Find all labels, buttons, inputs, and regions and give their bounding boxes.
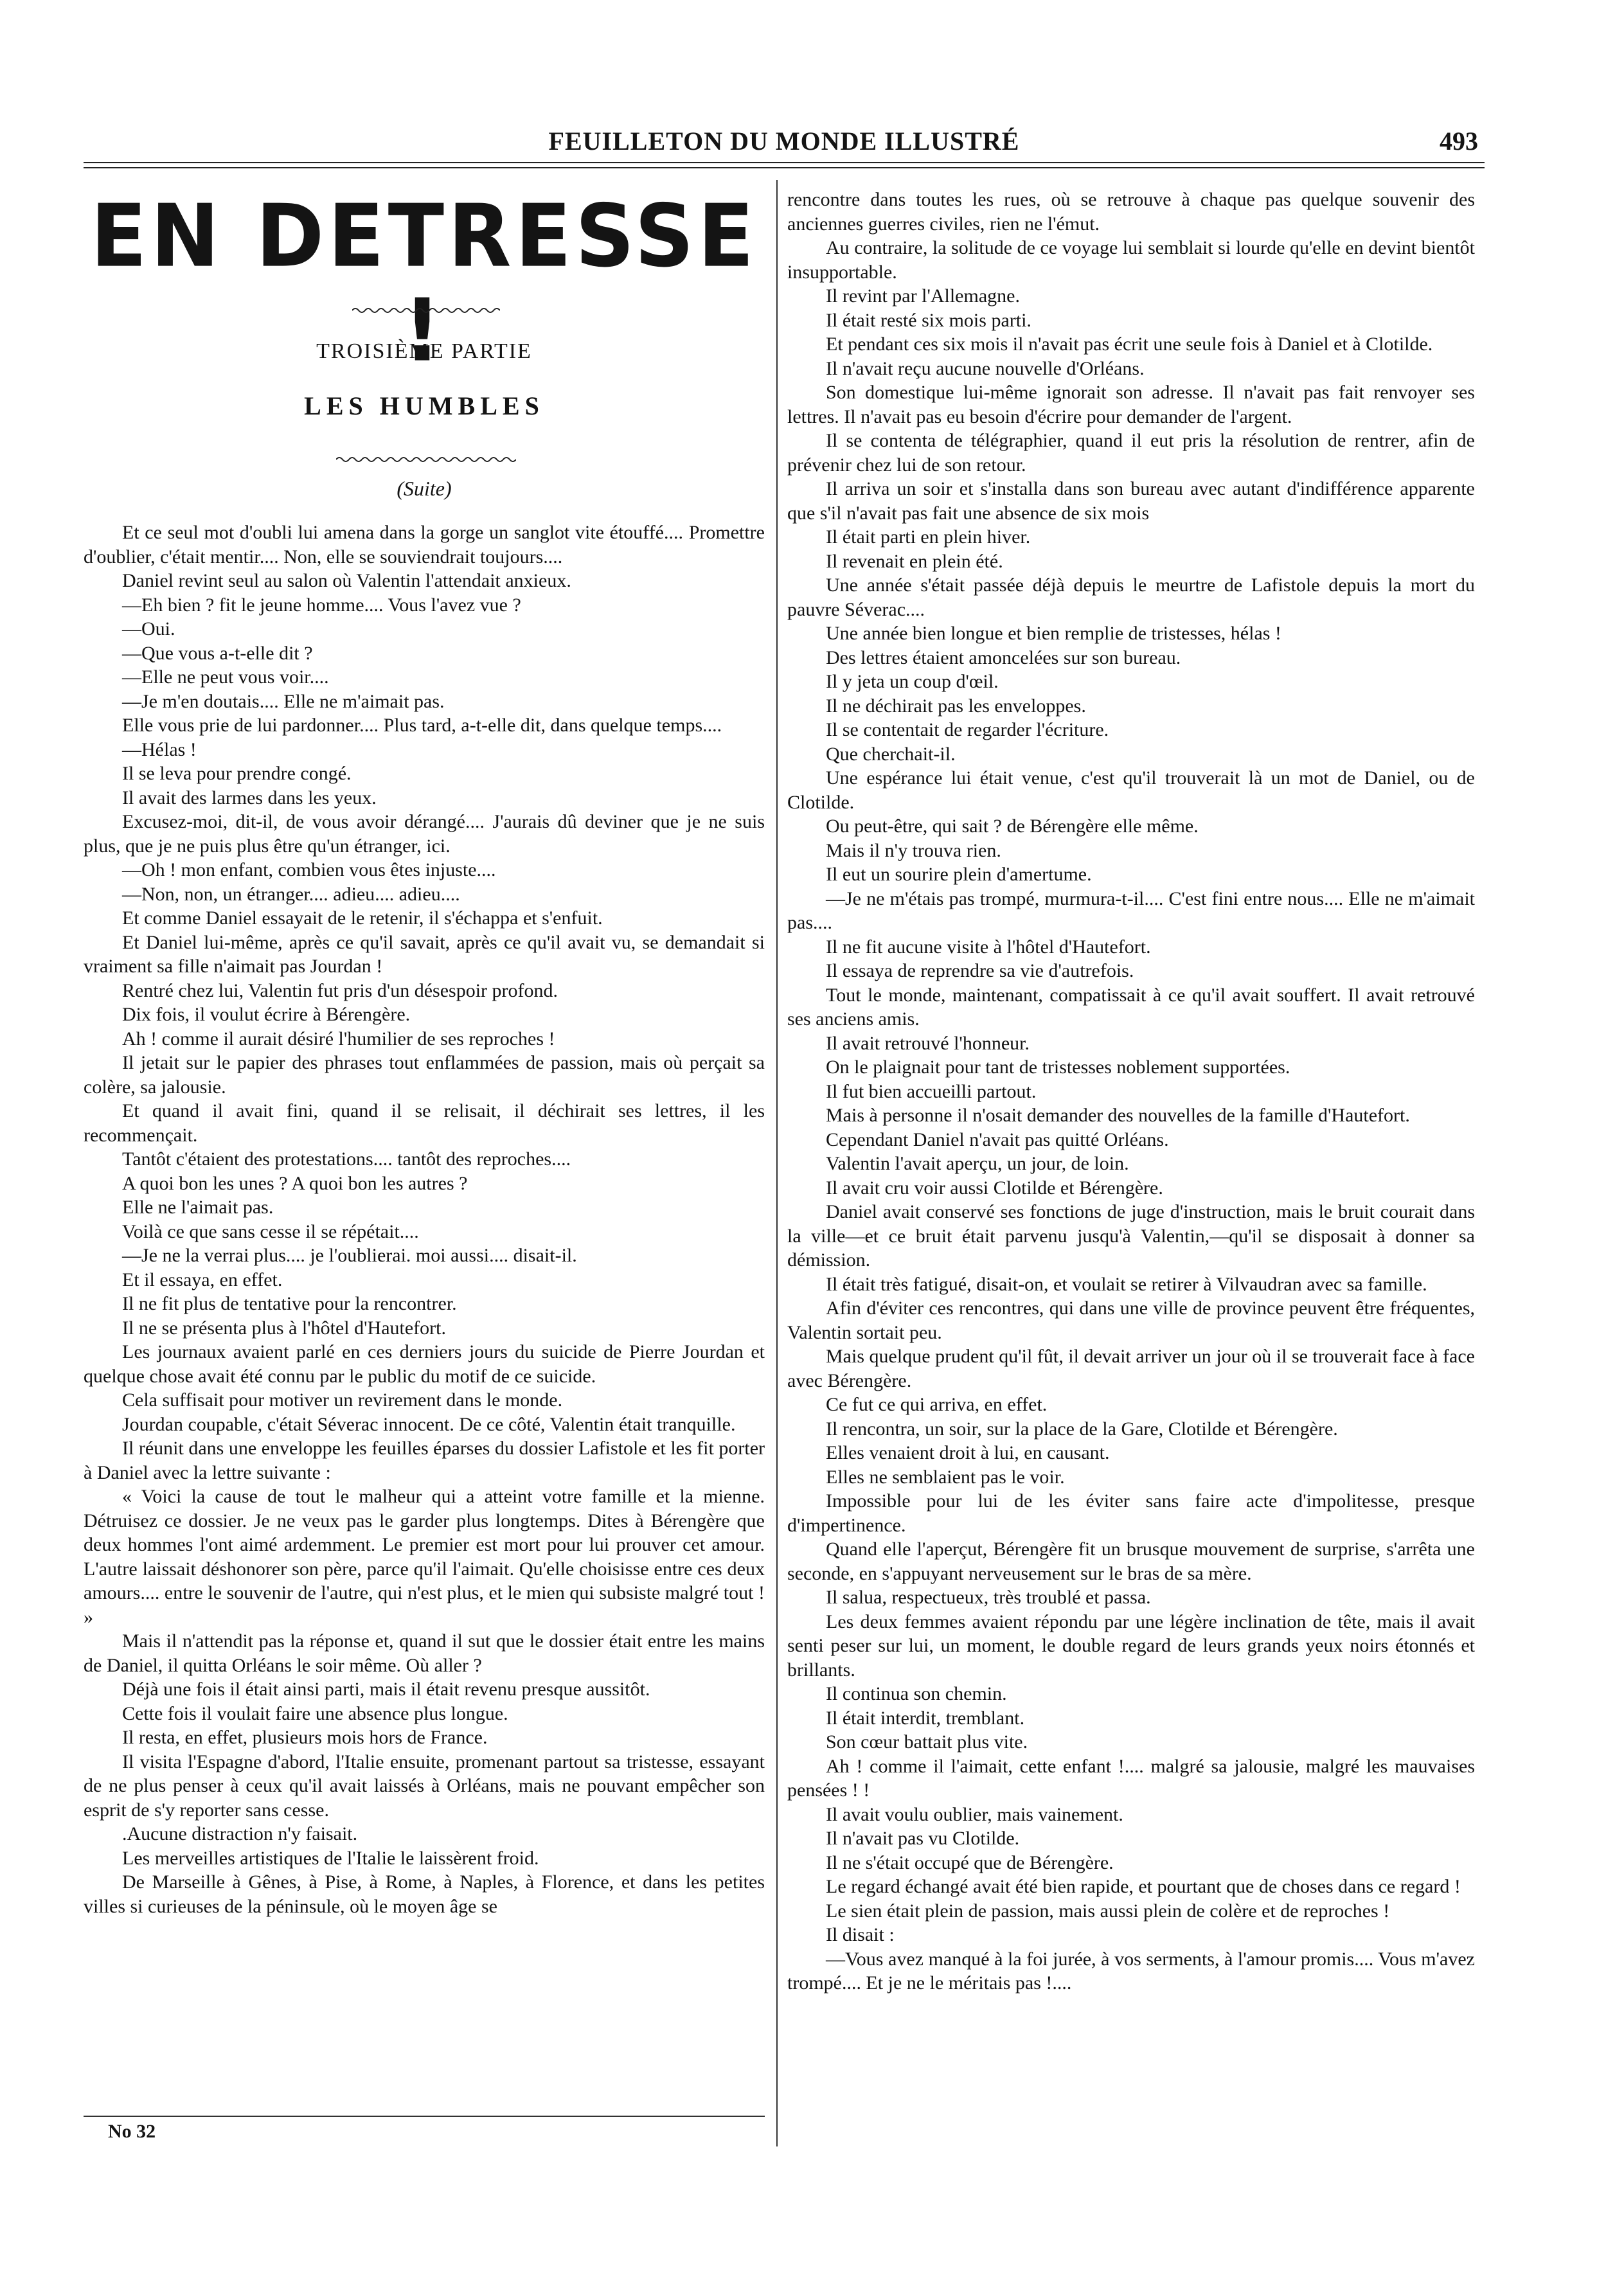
paragraph: Jourdan coupable, c'était Séverac innocent. De ce côté, Valentin était tranquille. [122,1413,736,1435]
paragraph: Il disait : [826,1924,895,1945]
paragraph: Il continua son chemin. [826,1683,1007,1704]
paragraph: Son cœur battait plus vite. [826,1731,1028,1753]
page-number: 493 [1440,127,1478,156]
paragraph: Il salua, respectueux, très troublé et passa. [826,1587,1151,1608]
paragraph: Cela suffisait pour motiver un revirement dans le monde. [122,1389,563,1411]
paragraph: Afin d'éviter ces rencontres, qui dans une ville de province peuvent être fréquentes, Valentin sortait peu. [787,1298,1475,1343]
paragraph: Il était parti en plein hiver. [826,526,1031,548]
paragraph: Il avait des larmes dans les yeux. [122,787,377,808]
paragraph: Il revenait en plein été. [826,550,1003,572]
paragraph: Il ne fit plus de tentative pour la rencontrer. [122,1293,457,1314]
paragraph: Mais il n'y trouva rien. [826,839,1001,861]
paragraph: Il resta, en effet, plusieurs mois hors de France. [122,1727,488,1748]
paragraph: —Que vous a-t-elle dit ? [122,642,313,664]
paragraph: Elles ne semblaient pas le voir. [826,1466,1065,1488]
paragraph: Et pendant ces six mois il n'avait pas écrit une seule fois à Daniel et à Clotilde. [826,334,1433,355]
paragraph: Excusez-moi, dit-il, de vous avoir dérangé.... J'aurais dû deviner que je ne suis plus, que je ne puis plus être qu'un étranger, ici. [84,811,765,857]
suite-label: (Suite) [397,477,452,500]
paragraph: On le plaignait pour tant de tristesses noblement supportées. [826,1057,1290,1078]
paragraph: Mais il n'attendit pas la réponse et, quand il sut que le dossier était entre les mains de Daniel, il quitta Orléans le soir même. Où aller ? [84,1630,765,1676]
paragraph: —Vous avez manqué à la foi jurée, à vos serments, à l'amour promis.... Vous m'avez trompé.... Et je ne le méritais pas !.... [787,1948,1475,1994]
story-title: EN DETRESSE ! [90,186,758,382]
paragraph: Les journaux avaient parlé en ces derniers jours du suicide de Pierre Jourdan et quelque chose avait été connu par le public du motif de ce suicide. [84,1341,765,1387]
page-header [84,126,1485,165]
paragraph: Il revint par l'Allemagne. [826,285,1020,307]
paragraph: Il visita l'Espagne d'abord, l'Italie ensuite, promenant partout sa tristesse, essayant de ne plus penser à ceux qu'il avait laissés à Orléans, mais ne pouvant empêcher son esprit de s'y reporter sans cesse. [84,1751,765,1821]
paragraph: Le sien était plein de passion, mais aussi plein de colère et de reproches ! [826,1900,1390,1922]
paragraph: Rentré chez lui, Valentin fut pris d'un désespoir profond. [122,979,558,1001]
paragraph: Il se contenta de télégraphier, quand il eut pris la résolution de rentrer, afin de prévenir chez lui de son retour. [787,430,1475,476]
paragraph: Les deux femmes avaient répondu par une légère inclination de tête, mais il avait senti peser sur lui, un moment, le double regard de leurs grands yeux noirs étonnés et brillants. [787,1610,1475,1681]
ornament-squiggle-top [352,306,500,315]
paragraph: Elles venaient droit à lui, en causant. [826,1442,1110,1463]
paragraph: Il ne s'était occupé que de Bérengère. [826,1851,1114,1873]
paragraph: Il ne se présenta plus à l'hôtel d'Hautefort. [122,1317,446,1339]
paragraph: Et ce seul mot d'oubli lui amena dans la gorge un sanglot vite étouffé.... Promettre d'oublier, c'était mentir.... Non, elle se souviendrait toujours.... [84,522,765,567]
paragraph: Tout le monde, maintenant, compatissait à ce qu'il avait souffert. Il avait retrouvé ses anciens amis. [787,984,1475,1030]
paragraph: Mais quelque prudent qu'il fût, il devait arriver un jour où il se trouverait face à face avec Bérengère. [787,1346,1475,1391]
header-title: FEUILLETON DU MONDE ILLUSTRÉ [548,127,1020,156]
paragraph: —Je ne m'étais pas trompé, murmura-t-il.... C'est fini entre nous.... Elle ne m'aimait pas.... [787,888,1475,933]
paragraph: Impossible pour lui de les éviter sans faire acte d'impolitesse, presque d'impertinence. [787,1490,1475,1536]
footer-rule [84,2116,765,2117]
paragraph: Cependant Daniel n'avait pas quitté Orléans. [826,1129,1169,1150]
paragraph: —Eh bien ? fit le jeune homme.... Vous l'avez vue ? [122,594,521,616]
paragraph: Quand elle l'aperçut, Bérengère fit un brusque mouvement de surprise, s'arrêta une seconde, en s'appuyant nerveusement sur le bras de sa mère. [787,1539,1475,1584]
paragraph: Il n'avait reçu aucune nouvelle d'Orléans. [826,357,1145,379]
paragraph: Voilà ce que sans cesse il se répétait.... [122,1220,419,1242]
header-rule [84,162,1485,168]
paragraph: Il jetait sur le papier des phrases tout enflammées de passion, mais où perçait sa colère, sa jalousie. [84,1052,765,1098]
paragraph: Son domestique lui-même ignorait son adresse. Il n'avait pas fait renvoyer ses lettres. Il n'avait pas eu besoin d'écrire pour demander de l'argent. [787,382,1475,427]
paragraph: Il était très fatigué, disait-on, et voulait se retirer à Vilvaudran avec sa famille. [826,1273,1427,1295]
paragraph: Il rencontra, un soir, sur la place de la Gare, Clotilde et Bérengère. [826,1418,1338,1440]
paragraph: Il était resté six mois parti. [826,309,1031,331]
paragraph: Il essaya de reprendre sa vie d'autrefois. [826,960,1134,981]
paragraph: Il ne déchirait pas les enveloppes. [826,695,1086,717]
paragraph: Il avait retrouvé l'honneur. [826,1032,1030,1054]
paragraph: Une année s'était passée déjà depuis le meurtre de Lafistole depuis la mort du pauvre Séverac.... [787,575,1475,620]
paragraph: —Oui. [122,618,175,639]
paragraph: Tantôt c'étaient des protestations.... tantôt des reproches.... [122,1148,571,1170]
paragraph: Daniel avait conservé ses fonctions de juge d'instruction, mais le bruit courait dans la ville—et ce bruit était parvenu jusqu'à Valentin,—qu'il se disposait à donner sa démission. [787,1201,1475,1271]
paragraph: Il avait voulu oublier, mais vainement. [826,1803,1123,1825]
issue-number: No 32 [108,2121,156,2142]
right-column [787,188,1475,1995]
paragraph: Valentin l'avait aperçu, un jour, de loin. [826,1153,1129,1174]
paragraph: Il n'avait pas vu Clotilde. [826,1828,1020,1849]
paragraph: —Hélas ! [122,738,197,760]
paragraph: Déjà une fois il était ainsi parti, mais il était revenu presque aussitôt. [122,1679,650,1700]
paragraph: Elle vous prie de lui pardonner.... Plus tard, a-t-elle dit, dans quelque temps.... [122,715,722,736]
paragraph: Et Daniel lui-même, après ce qu'il savait, après ce qu'il avait vu, se demandait si vraiment sa fille n'aimait pas Jourdan ! [84,931,765,977]
paragraph: Il se leva pour prendre congé. [122,763,352,784]
paragraph: Au contraire, la solitude de ce voyage lui semblait si lourde qu'elle en devint bientôt insupportable. [787,237,1475,283]
paragraph: Ah ! comme il aurait désiré l'humilier de ses reproches ! [122,1028,555,1049]
paragraph: Il réunit dans une enveloppe les feuilles éparses du dossier Lafistole et les fit porter à Daniel avec la lettre suivante : [84,1438,765,1483]
paragraph: Il se contentait de regarder l'écriture. [826,719,1109,740]
ornament-squiggle-bottom [336,455,516,464]
paragraph: Et comme Daniel essayait de le retenir, il s'échappa et s'enfuit. [122,907,603,929]
paragraph: Mais à personne il n'osait demander des nouvelles de la famille d'Hautefort. [826,1105,1410,1126]
paragraph: —Non, non, un étranger.... adieu.... adieu.... [122,883,460,905]
paragraph: Une année bien longue et bien remplie de tristesses, hélas ! [826,623,1281,644]
paragraph: Daniel revint seul au salon où Valentin l'attendait anxieux. [122,570,571,591]
paragraph: Il eut un sourire plein d'amertume. [826,864,1092,885]
paragraph: Et il essaya, en effet. [122,1269,283,1290]
paragraph: Cette fois il voulait faire une absence plus longue. [122,1702,508,1724]
column-divider [776,180,778,2146]
paragraph: Le regard échangé avait été bien rapide, et pourtant que de choses dans ce regard ! [826,1876,1461,1897]
paragraph: Ah ! comme il l'aimait, cette enfant !.... malgré sa jalousie, malgré les mauvaises pensées ! ! [787,1755,1475,1801]
left-column [84,521,765,1918]
right-column-continuation: rencontre dans toutes les rues, où se retrouve à chaque pas quelque souvenir des anciennes guerres civiles, rien ne l'émut. [787,189,1475,235]
paragraph: Ce fut ce qui arriva, en effet. [826,1394,1048,1415]
paragraph: —Elle ne peut vous voir.... [122,666,329,688]
paragraph: Une espérance lui était venue, c'est qu'il trouverait là un mot de Daniel, ou de Clotilde. [787,767,1475,813]
paragraph: Il ne fit aucune visite à l'hôtel d'Hautefort. [826,936,1151,958]
paragraph: Elle ne l'aimait pas. [122,1197,274,1218]
paragraph: .Aucune distraction n'y faisait. [122,1823,358,1844]
paragraph: « Voici la cause de tout le malheur qui a atteint votre famille et la mienne. Détruisez ce dossier. Je ne veux pas le garder plus longtemps. Dites à Bérengère que deux hommes l'ont aimé ardemment. Le premier est mort pour lui prouver cet amour. L'autre laissait déshonorer son père, parce qu'il l'aimait. Qu'elle choisisse entre ces deux amours.... entre le souvenir de l'autre, qui n'est plus, et le mien qui subsiste malgré tout ! » [84,1486,765,1628]
paragraph: Ou peut-être, qui sait ? de Bérengère elle même. [826,816,1199,837]
section-heading: LES HUMBLES [304,391,544,420]
paragraph: Et quand il avait fini, quand il se relisait, il déchirait ses lettres, il les recommençait. [84,1100,765,1146]
part-heading: TROISIÈME PARTIE [316,339,532,363]
paragraph: Il arriva un soir et s'installa dans son bureau avec autant d'indifférence apparente que s'il n'avait pas fait une absence de six mois [787,478,1475,524]
paragraph: Il fut bien accueilli partout. [826,1080,1037,1102]
paragraph: De Marseille à Gênes, à Pise, à Rome, à Naples, à Florence, et dans les petites villes si curieuses de la péninsule, où le moyen âge se [84,1871,765,1917]
paragraph: Que cherchait-il. [826,743,956,765]
paragraph: A quoi bon les unes ? A quoi bon les autres ? [122,1172,468,1194]
paragraph: Il était interdit, tremblant. [826,1707,1025,1729]
paragraph: —Je m'en doutais.... Elle ne m'aimait pas. [122,690,445,712]
paragraph: Les merveilles artistiques de l'Italie le laissèrent froid. [122,1847,539,1869]
paragraph: Des lettres étaient amoncelées sur son bureau. [826,647,1181,668]
paragraph: Il avait cru voir aussi Clotilde et Bérengère. [826,1177,1163,1199]
paragraph: Dix fois, il voulut écrire à Bérengère. [122,1004,411,1025]
paragraph: —Je ne la verrai plus.... je l'oublierai. moi aussi.... disait-il. [122,1245,577,1266]
paragraph: —Oh ! mon enfant, combien vous êtes injuste.... [122,859,496,880]
paragraph: Il y jeta un coup d'œil. [826,671,999,692]
